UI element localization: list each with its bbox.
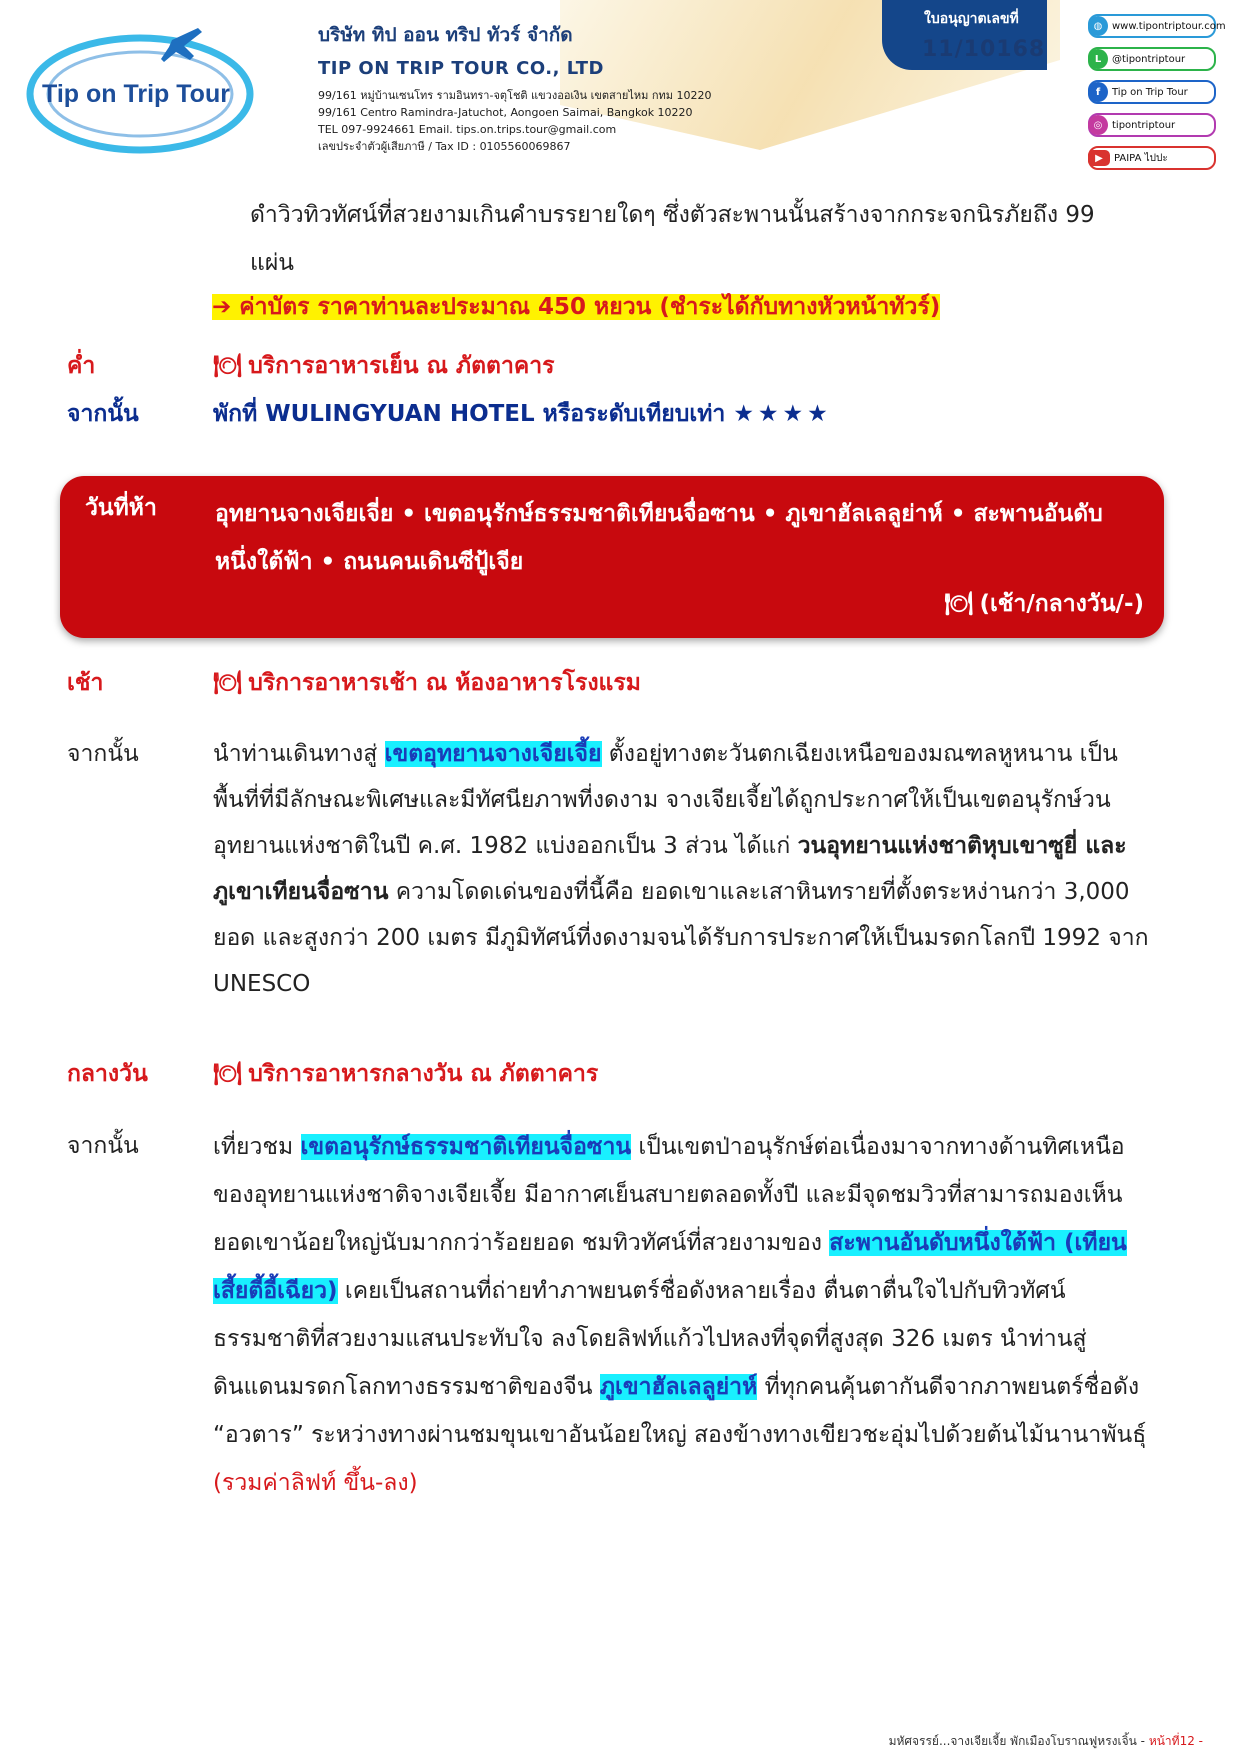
youtube-link[interactable] — [1088, 146, 1216, 170]
page-header — [0, 0, 1241, 165]
lunch-label: กลางวัน — [67, 1061, 148, 1087]
instagram-link[interactable] — [1088, 113, 1216, 137]
company-logo — [22, 18, 262, 158]
para2-body — [213, 1123, 1158, 1507]
instagram-text: tipontriptour — [1112, 119, 1176, 131]
lift-included-note: (รวมค่าลิฟท์ ขึ้น-ลง) — [213, 1470, 418, 1496]
para1-line: อุทยานแห่งชาติในปี ค.ศ. 1982 แบ่งออกเป็น 3 ส่วน ได้แก่ วนอุทยานแห่งชาติหุบเขาซูยี่ และ — [213, 833, 1127, 859]
hotel-label: จากนั้น — [67, 401, 139, 427]
para1-line: ภูเขาเทียนจื่อซาน ความโดดเด่นของที่นี้คือ ยอดเขาและเสาหินทรายที่ตั้งตระหง่านกว่า 3,000 — [213, 879, 1130, 905]
line-icon: L — [1088, 49, 1108, 69]
breakfast-label: เช้า — [67, 670, 104, 696]
para2-line: เสี้ยตี้อี้เฉียว) เคยเป็นสถานที่ถ่ายทำภาพยนตร์ชื่อดังหลายเรื่อง ตื่นตาตื่นใจไปกับทิวทัศน์ — [213, 1278, 1066, 1304]
address-line: 99/161 หมู่บ้านเซนโทร รามอินทรา-จตุโชติ แขวงออเงิน เขตสายไหม กทม 10220 — [318, 89, 712, 102]
social-links — [1088, 14, 1226, 179]
breakfast-text: บริการอาหารเช้า ณ ห้องอาหารโรงแรม — [248, 670, 641, 696]
company-info — [318, 20, 712, 155]
line-link[interactable] — [1088, 47, 1216, 71]
page-footer: มหัศจรรย์...จางเจียเจี้ย พักเมืองโบราณฟูหรงเจิ้น - หน้าที่12 - — [888, 1734, 1203, 1748]
youtube-text: PAIPA ไปปะ — [1114, 152, 1168, 164]
para2-line: ธรรมชาติที่สวยงามแสนประทับใจ ลงโดยลิฟท์แก้วไปหลงที่จุดที่สูงสุด 326 เมตร นำท่านสู่ — [213, 1326, 1087, 1352]
highlight-first-bridge-cont: เสี้ยตี้อี้เฉียว) — [213, 1278, 338, 1304]
highlight-hallelujah-mountain: ภูเขาฮัลเลลูย่าห์ — [599, 1374, 758, 1400]
website-link[interactable] — [1088, 14, 1226, 38]
para1-line: พื้นที่ที่มีลักษณะพิเศษและมีทัศนียภาพที่งดงาม จางเจียเจี้ยได้ถูกประกาศให้เป็นเขตอนุรักษ์วน — [213, 787, 1111, 813]
para1-label: จากนั้น — [67, 741, 139, 767]
company-address — [318, 87, 712, 155]
dinner-label: ค่ำ — [67, 353, 96, 379]
star-rating-icon: ★★★★ — [733, 401, 832, 427]
intro-line-1: ดำวิวทิวทัศน์ที่สวยงามเกินคำบรรยายใดๆ ซึ่งตัวสะพานนั้นสร้างจากกระจกนิรภัยถึง 99 — [250, 202, 1095, 228]
dish-icon: 🍽 — [213, 670, 243, 696]
arrow-icon: ➔ — [212, 294, 232, 320]
para2-label: จากนั้น — [67, 1133, 139, 1159]
para2-line: “อวตาร” ระหว่างทางผ่านชมขุนเขาอันน้อยใหญ่ สองข้างทางเขียวชะอุ่มไปด้วยต้นไม้นานาพันธุ์ — [213, 1422, 1147, 1448]
day-title-line-1: อุทยานจางเจียเจี่ย • เขตอนุรักษ์ธรรมชาติเทียนจื่อซาน • ภูเขาฮัลเลลูย่าห์ • สะพานอันดับ — [215, 501, 1103, 527]
day-title-line-2: หนึ่งใต้ฟ้า • ถนนคนเดินซีปู้เจีย — [215, 549, 524, 575]
breakfast-item — [213, 665, 641, 701]
bold-suoxiyu: วนอุทยานแห่งชาติหุบเขาซูยี่ และ — [797, 833, 1127, 859]
para1-line: UNESCO — [213, 971, 311, 997]
highlight-first-bridge: สะพานอันดับหนึ่งใต้ฟ้า (เทียน — [829, 1230, 1127, 1256]
hotel-text: พักที่ WULINGYUAN HOTEL หรือระดับเทียบเท่า — [213, 401, 726, 427]
para1-line: ยอด และสูงกว่า 200 เมตร มีภูมิทัศน์ที่งดงามจนได้รับการประกาศให้เป็นมรดกโลกปี 1992 จาก — [213, 925, 1149, 951]
youtube-icon: ▶ — [1088, 150, 1110, 166]
license-number: 11/10168 — [922, 37, 1046, 62]
company-name-en: TIP ON TRIP TOUR CO., LTD — [318, 58, 604, 79]
tax-id-line: เลขประจำตัวผู้เสียภาษี / Tax ID : 0105560069867 — [318, 140, 571, 153]
facebook-text: Tip on Trip Tour — [1112, 86, 1188, 98]
line-text: @tipontriptour — [1112, 53, 1186, 65]
license-label: ใบอนุญาตเลขที่ — [924, 11, 1019, 27]
para2-line: เที่ยวชม เขตอนุรักษ์ธรรมชาติเทียนจื่อซาน เป็นเขตป่าอนุรักษ์ต่อเนื่องมาจากทางด้านทิศเหนือ — [213, 1134, 1125, 1160]
day-banner — [60, 476, 1164, 638]
lunch-item — [213, 1056, 598, 1092]
day-meals — [944, 586, 1144, 622]
fee-note-highlight — [212, 294, 940, 320]
day-meals-text: (เช้า/กลางวัน/-) — [979, 591, 1144, 617]
highlight-tianzi-reserve: เขตอนุรักษ์ธรรมชาติเทียนจื่อซาน — [300, 1134, 632, 1160]
website-text: www.tipontriptour.com — [1112, 20, 1226, 32]
day-label: วันที่ห้า — [85, 495, 157, 521]
hotel-item — [213, 396, 832, 432]
instagram-icon: ◎ — [1088, 115, 1108, 135]
highlight-zhangjiajie-park: เขตอุทยานจางเจียเจี้ย — [384, 741, 602, 767]
dinner-item — [213, 348, 555, 384]
facebook-icon: f — [1088, 82, 1108, 102]
para2-line: ดินแดนมรดกโลกทางธรรมชาติของจีน ภูเขาฮัลเลลูย่าห์ ที่ทุกคนคุ้นตากันดีจากภาพยนตร์ชื่อดัง — [213, 1374, 1140, 1400]
logo-text: Tip on Trip Tour — [42, 80, 230, 108]
address-line: 99/161 Centro Ramindra-Jatuchot, Aongoen Saimai, Bangkok 10220 — [318, 106, 693, 119]
para2-line: ยอดเขาน้อยใหญ่นับมากกว่าร้อยยอด ชมทิวทัศน์ที่สวยงามของ สะพานอันดับหนึ่งใต้ฟ้า (เทียน — [213, 1230, 1127, 1256]
page-number: หน้าที่12 — [1148, 1734, 1195, 1748]
facebook-link[interactable] — [1088, 80, 1216, 104]
para1-line: นำท่านเดินทางสู่ เขตอุทยานจางเจียเจี้ย ตั้งอยู่ทางตะวันตกเฉียงเหนือของมณฑลหูหนาน เป็น — [213, 741, 1118, 767]
lunch-text: บริการอาหารกลางวัน ณ ภัตตาคาร — [248, 1061, 599, 1087]
dish-icon: 🍽 — [944, 591, 974, 617]
day-title — [215, 490, 1145, 586]
bold-tianzi: ภูเขาเทียนจื่อซาน — [213, 879, 389, 905]
dish-icon: 🍽 — [213, 1061, 243, 1087]
intro-line-2: แผ่น — [250, 250, 295, 276]
footer-title: มหัศจรรย์...จางเจียเจี้ย พักเมืองโบราณฟูหรงเจิ้น - — [888, 1734, 1149, 1748]
dish-icon: 🍽 — [213, 353, 243, 379]
contact-line: TEL 097-9924661 Email. tips.on.trips.tour@gmail.com — [318, 123, 617, 136]
company-name-th: บริษัท ทิป ออน ทริป ทัวร์ จำกัด — [318, 24, 573, 46]
para2-line: ของอุทยานแห่งชาติจางเจียเจี้ย มีอากาศเย็นสบายตลอดทั้งปี และมีจุดชมวิวที่สามารถมองเห็น — [213, 1182, 1123, 1208]
fee-note-text: ค่าบัตร ราคาท่านละประมาณ 450 หยวน (ชำระได้กับทางหัวหน้าทัวร์) — [239, 294, 941, 320]
fee-note — [212, 290, 940, 324]
para1-body — [213, 731, 1158, 1007]
globe-icon: ◍ — [1088, 16, 1108, 36]
dinner-text: บริการอาหารเย็น ณ ภัตตาคาร — [248, 353, 555, 379]
